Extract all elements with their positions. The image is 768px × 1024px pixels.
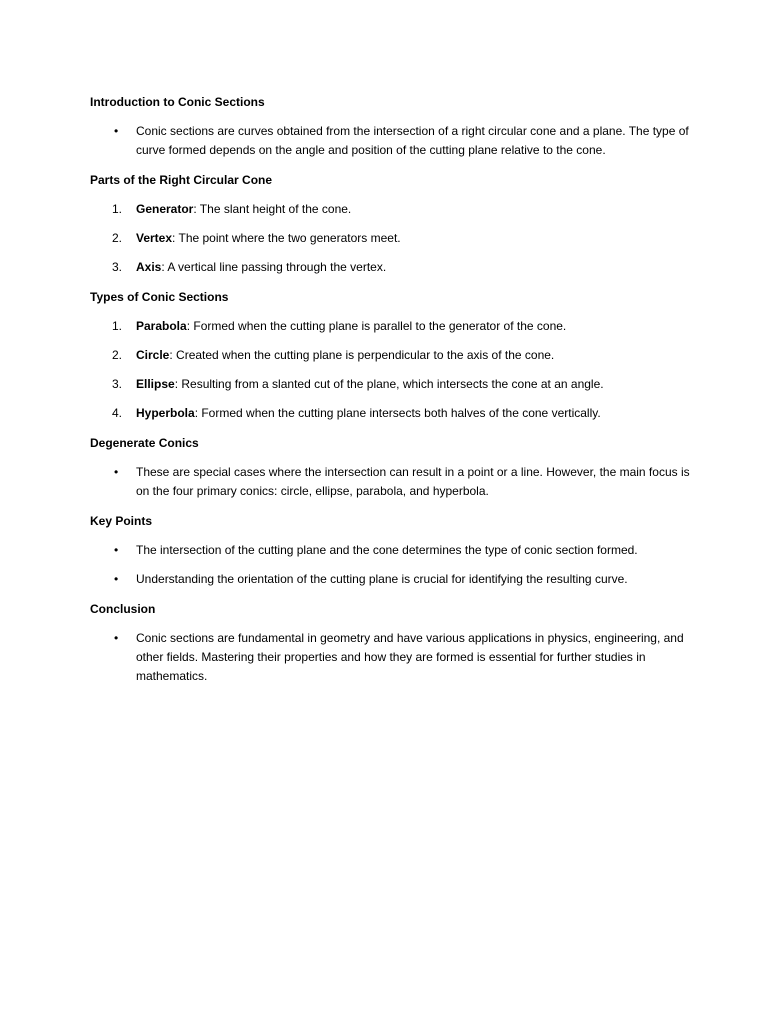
item-term: Ellipse <box>136 377 175 391</box>
bullet-list <box>90 122 690 160</box>
item-text: Conic sections are fundamental in geometry and have various applications in physics, engineering, and other fields. Mastering their properties and how they are formed is essential for further studies in mathematics. <box>136 631 684 683</box>
item-number: 2. <box>112 231 123 245</box>
item-text: These are special cases where the intersection can result in a point or a line. However, the main focus is on the four primary conics: circle, ellipse, parabola, and hyperbola. <box>136 465 690 498</box>
item-number: 4. <box>112 406 123 420</box>
bullet-icon: • <box>114 124 119 138</box>
bullet-icon: • <box>114 572 119 586</box>
numbered-list <box>90 200 690 277</box>
list-item <box>90 258 690 277</box>
item-term: Hyperbola <box>136 406 195 420</box>
item-term: Generator <box>136 202 194 216</box>
section-heading: Introduction to Conic Sections <box>90 95 265 109</box>
section-heading: Parts of the Right Circular Cone <box>90 173 273 187</box>
bullet-icon: • <box>114 631 119 645</box>
item-number: 1. <box>112 202 123 216</box>
section-heading: Key Points <box>90 514 153 528</box>
item-number: 3. <box>112 260 123 274</box>
item-text: : Resulting from a slanted cut of the plane, which intersects the cone at an angle. <box>174 377 604 391</box>
item-number: 1. <box>112 319 123 333</box>
bullet-icon: • <box>114 543 119 557</box>
section-degenerate <box>90 434 690 501</box>
list-item <box>90 375 690 394</box>
section-heading: Types of Conic Sections <box>90 290 229 304</box>
item-text: Understanding the orientation of the cutting plane is crucial for identifying the resulting curve. <box>136 572 628 586</box>
item-number: 2. <box>112 348 123 362</box>
list-item <box>90 570 690 589</box>
document-page <box>90 93 690 697</box>
list-item <box>90 404 690 423</box>
item-text: : Formed when the cutting plane is parallel to the generator of the cone. <box>186 319 567 333</box>
list-item <box>90 229 690 248</box>
item-text: : The slant height of the cone. <box>193 202 352 216</box>
section-parts <box>90 171 690 277</box>
list-item <box>90 122 690 160</box>
section-types <box>90 288 690 423</box>
numbered-list <box>90 317 690 423</box>
list-item <box>90 317 690 336</box>
bullet-list <box>90 629 690 686</box>
section-heading: Degenerate Conics <box>90 436 199 450</box>
section-key-points <box>90 512 690 589</box>
bullet-list <box>90 541 690 589</box>
list-item <box>90 200 690 219</box>
section-conclusion <box>90 600 690 686</box>
item-text: : The point where the two generators meet. <box>172 231 401 245</box>
item-text: The intersection of the cutting plane and the cone determines the type of conic section formed. <box>136 543 638 557</box>
bullet-list <box>90 463 690 501</box>
item-text: Conic sections are curves obtained from the intersection of a right circular cone and a plane. The type of curve formed depends on the angle and position of the cutting plane relative to the cone. <box>136 124 689 157</box>
item-text: : Created when the cutting plane is perpendicular to the axis of the cone. <box>169 348 555 362</box>
item-text: : Formed when the cutting plane intersects both halves of the cone vertically. <box>194 406 601 420</box>
item-term: Circle <box>136 348 170 362</box>
item-number: 3. <box>112 377 123 391</box>
item-text: : A vertical line passing through the vertex. <box>161 260 387 274</box>
item-term: Vertex <box>136 231 173 245</box>
list-item <box>90 541 690 560</box>
section-heading: Conclusion <box>90 602 156 616</box>
bullet-icon: • <box>114 465 119 479</box>
item-term: Axis <box>136 260 162 274</box>
section-introduction <box>90 93 690 160</box>
list-item <box>90 346 690 365</box>
list-item <box>90 463 690 501</box>
list-item <box>90 629 690 686</box>
item-term: Parabola <box>136 319 187 333</box>
